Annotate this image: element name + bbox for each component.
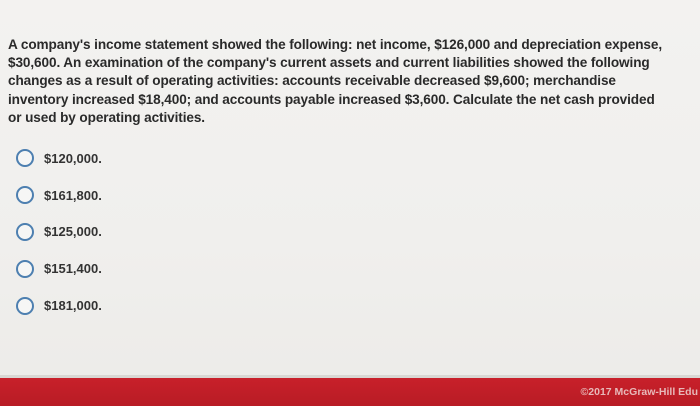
- answer-label: $120,000.: [44, 150, 102, 166]
- answer-label: $125,000.: [44, 224, 102, 240]
- answer-options: [16, 140, 416, 324]
- radio-button-icon[interactable]: [16, 260, 34, 278]
- answer-label: $181,000.: [44, 298, 102, 314]
- answer-option-5[interactable]: [16, 287, 416, 324]
- question-text: A company's income statement showed the following: net income, $126,000 and depreciation expense, $30,600. An examination of the company's current assets and current liabilities showed the following changes as a result of operating activities: accounts receivable decreased $9,600; merchandise inventory increased $18,400; and accounts payable increased $3,600. Calculate the net cash provided or used by operating activities.: [8, 37, 663, 125]
- radio-button-icon[interactable]: [16, 223, 34, 241]
- radio-button-icon[interactable]: [16, 149, 34, 167]
- answer-option-4[interactable]: [16, 250, 416, 287]
- answer-option-1[interactable]: [16, 140, 416, 177]
- copyright-text: ©2017 McGraw-Hill Edu: [580, 386, 698, 398]
- answer-option-3[interactable]: [16, 214, 416, 251]
- answer-label: $151,400.: [44, 261, 102, 277]
- radio-button-icon[interactable]: [16, 297, 34, 315]
- answer-option-2[interactable]: [16, 177, 416, 214]
- radio-button-icon[interactable]: [16, 186, 34, 204]
- answer-label: $161,800.: [44, 187, 102, 203]
